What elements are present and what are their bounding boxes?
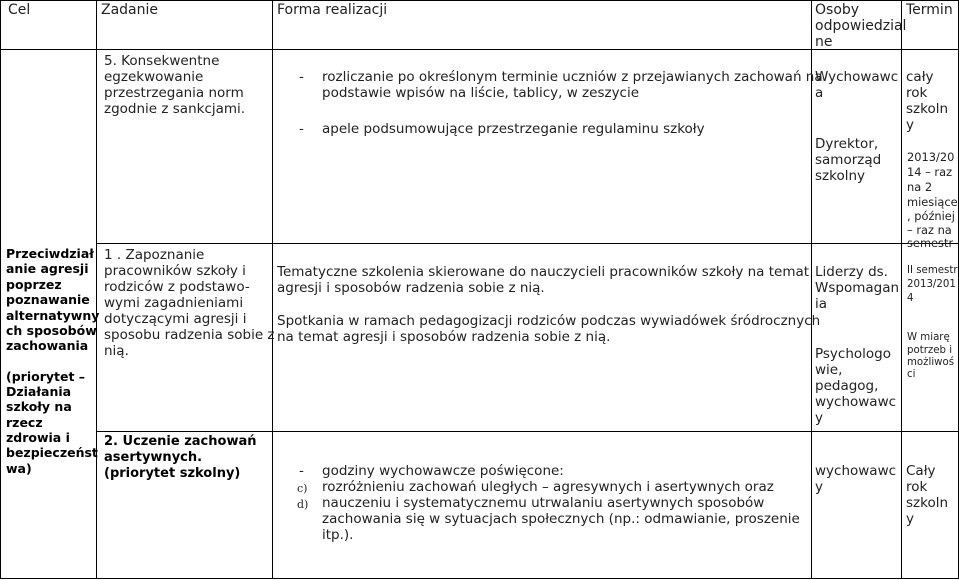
row3-forma-d-line: itp.). [322,527,354,543]
row1-termin-line: rok [906,85,928,101]
cel-line: zdrowia i [6,430,70,445]
row2-zadanie-line: 1 . Zapoznanie [104,247,205,263]
row2-zadanie-line: wymi zagadnieniami [104,295,244,311]
cel-line: poprzez [6,277,62,292]
row2-osoby-line: Wspomagan [815,280,900,296]
row2-forma-p2-line: Spotkania w ramach pedagogizacji rodziców podczas wywiadówek śródrocznych [277,313,821,329]
cel-line: zachowania [6,338,89,353]
row1-osoby-line: Dyrektor, [815,136,879,152]
row2-zadanie-line: dotyczącymi agresji i [104,311,247,327]
row1-zadanie-line: egzekwowanie [104,69,204,85]
col-divider-3 [811,0,812,579]
row1-osoby-line: szkolny [815,168,866,184]
row2-forma-p1-line: Tematyczne szkolenia skierowane do nauczycieli pracowników szkoły na temat [277,264,810,280]
row2-zadanie-line: pracowników szkoły i [104,263,246,279]
row3-forma-bullet: - [299,463,304,479]
cel-line: wa) [6,461,32,476]
row2-zadanie-line: rodziców z podstawo- [104,279,250,295]
row1-osoby-line: samorząd [815,152,882,168]
row2-termin-line: 2013/201 [907,279,956,290]
cel-line: (priorytet – [6,369,86,384]
table-border-bottom [0,578,959,579]
cel-line: Działania [6,384,72,399]
header-cel: Cel [8,2,31,18]
cel-line: poznawanie [6,292,90,307]
row1-forma-item1-line: rozliczanie po określonym terminie uczniów z przejawianych zachowań na [322,69,823,85]
row1-termin-small: – raz na [907,223,952,237]
table-border-left [0,0,1,579]
row3-termin-line: y [906,511,914,527]
cel-line: bezpieczeńst [6,445,98,460]
col-divider-2 [272,0,273,579]
row3-forma-c-label: c) [297,482,308,495]
row1-osoby-line: a [815,85,824,101]
row1-termin-small: miesiące [907,195,958,209]
header-osoby-1: Osoby [815,2,860,18]
row3-forma-d-label: d) [297,498,309,511]
row2-termin-line: W miarę [907,332,950,343]
row2-termin-line: możliwoś [907,357,955,368]
header-forma: Forma realizacji [277,2,388,18]
row1-termin-small: 14 – raz [907,165,953,179]
col-divider-1 [96,0,97,579]
row1-termin-small: , później [907,209,955,223]
row2-forma-p2-line: na temat agresji i sposobów radzenia sobie z nią. [277,329,611,345]
row2-osoby-line: pedagog, [815,378,879,394]
row1-termin-small: na 2 [907,180,933,194]
row1-forma-bullet: - [299,69,304,85]
row2-osoby-line: Psychologo [815,346,892,362]
col-divider-4 [901,0,902,579]
row1-termin-line: szkoln [906,101,949,117]
row2-termin-line: II semestr [907,265,958,276]
row1-termin-small: semestr [907,236,954,250]
header-osoby-3: ne [815,34,833,50]
row3-zadanie-line: (priorytet szkolny) [104,466,241,481]
row3-forma-d-line: nauczeniu i systematycznemu utrwalaniu asertywnych sposobów [322,495,765,511]
row1-forma-bullet: - [299,121,304,137]
row2-osoby-line: wie, [815,362,843,378]
row2-zadanie-line: nią. [104,343,129,359]
cel-line: Przeciwdział [6,246,94,261]
header-osoby-2: odpowiedzial [815,18,907,34]
row2-osoby-line: ia [815,296,828,312]
cel-line: rzecz [6,415,43,430]
cel-line: ch sposobów [6,323,97,338]
cel-line: alternatywny [6,308,100,323]
row1-termin-line: y [906,117,914,133]
row2-osoby-line: wychowawc [815,394,897,410]
row1-osoby-line: Wychowawc [815,69,899,85]
row-divider-2 [96,431,959,432]
row3-osoby-line: wychowawc [815,463,897,479]
row1-termin-small: 2013/20 [907,150,955,164]
row1-termin-line: cały [906,69,934,85]
row3-osoby-line: y [815,479,823,495]
row2-zadanie-line: sposobu radzenia sobie z [104,327,275,343]
row3-zadanie-line: asertywnych. [104,450,203,465]
row3-zadanie-line: 2. Uczenie zachowań [104,434,257,449]
row3-termin-line: szkoln [906,495,949,511]
header-termin: Termin [906,2,953,18]
row1-zadanie-line: zgodnie z sankcjami. [104,101,246,117]
cel-line: anie agresji [6,261,89,276]
row3-forma-d-line: zachowania się w sytuacjach społecznych (np.: odmawianie, proszenie [322,511,800,527]
row2-osoby-line: Liderzy ds. [815,264,888,280]
row1-forma-item2: apele podsumowujące przestrzeganie regulaminu szkoły [322,121,705,137]
row2-termin-line: ci [907,369,916,380]
row1-zadanie-line: 5. Konsekwentne [104,53,220,69]
header-zadanie: Zadanie [101,2,159,18]
row3-forma-item1: godziny wychowawcze poświęcone: [322,463,564,479]
cel-line: szkoły na [6,399,72,414]
row3-termin-line: rok [906,479,928,495]
row3-forma-c-text: rozróżnieniu zachowań uległych – agresywnych i asertywnych oraz [322,479,774,495]
row1-forma-item1-line: podstawie wpisów na liście, tablicy, w zeszycie [322,85,640,101]
table-border-top [0,0,959,1]
row2-termin-line: 4 [907,293,914,304]
row3-termin-line: Cały [906,463,936,479]
row2-osoby-line: y [815,410,823,426]
row1-zadanie-line: przestrzegania norm [104,85,244,101]
row2-forma-p1-line: agresji i sposobów radzenia sobie z nią. [277,280,545,296]
row-divider-1 [96,243,959,244]
row2-termin-line: potrzeb i [907,345,953,356]
